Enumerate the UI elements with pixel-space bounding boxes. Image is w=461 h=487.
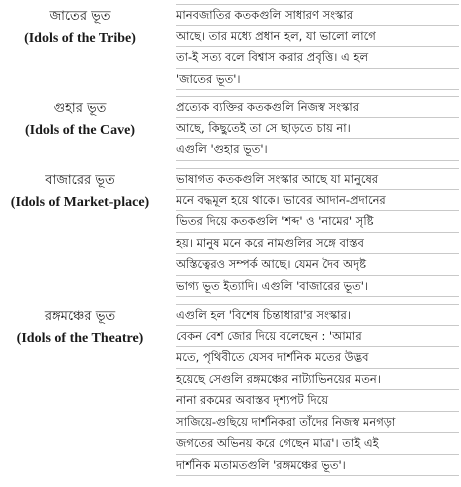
description [176, 96, 459, 161]
description-line: প্রত্যেক ব্যক্তির কতকগুলি নিজস্ব সংস্কার [176, 96, 459, 118]
term [0, 308, 160, 347]
description-line: মনে বদ্ধমূল হয়ে থাকে। ভাবের আদান-প্রদানের [176, 190, 459, 212]
description-line: ভাগ্য ভূত ইত্যাদি। এগুলি 'বাজারের ভূত'। [176, 276, 459, 298]
term-bengali: বাজারের ভূত [45, 173, 115, 188]
description-line: সাজিয়ে-গুছিয়ে দার্শনিকরা তাঁদের নিজস্ব মনগড়া [176, 412, 459, 434]
description [176, 4, 459, 90]
term-bengali: জাতের ভূত [49, 9, 111, 24]
description [176, 304, 459, 476]
description-line: দার্শনিক মতামতগুলি 'রঙ্গমঞ্চের ভূত'। [176, 455, 459, 477]
description-line: 'জাতের ভূত'। [176, 69, 459, 91]
description-line: অস্তিত্বেরও সম্পর্ক আছে। যেমন দৈব অদৃষ্ট [176, 254, 459, 276]
description-line: ভিতর দিয়ে কতকগুলি 'শব্দ' ও 'নামের' সৃষ্টি [176, 211, 459, 233]
term-english: (Idols of Market-place) [10, 195, 150, 210]
description-line: আছে, কিছুতেই তা সে ছাড়তে চায় না। [176, 118, 459, 140]
term [0, 8, 160, 47]
term-bengali: গুহার ভূত [53, 101, 107, 116]
description-line: তা-ই সত্য বলে বিশ্বাস করার প্রবৃত্তি। এ হল [176, 47, 459, 69]
description-line: মতে, পৃথিবীতে যেসব দার্শনিক মতের উদ্ভব [176, 347, 459, 369]
term-english: (Idols of the Cave) [24, 123, 136, 138]
description-line: এগুলি হল 'বিশেষ চিন্তাধারা'র সংস্কার। [176, 304, 459, 326]
description-line: হয়েছে সেগুলি রঙ্গমঞ্চের নাট্যাভিনয়ের মতন। [176, 369, 459, 391]
description-line: আছে। তার মধ্যে প্রধান হল, যা ভালো লাগে [176, 26, 459, 48]
term-bengali: রঙ্গমঞ্চের ভূত [44, 309, 116, 324]
description-line: এগুলি 'গুহার ভূত'। [176, 139, 459, 161]
description-line: নানা রকমের অবাস্তব দৃশ্যপট দিয়ে [176, 390, 459, 412]
term-english: (Idols of the Theatre) [16, 331, 144, 346]
description-line: ভাষাগত কতকগুলি সংস্কার আছে যা মানুষের [176, 168, 459, 190]
description-line: জগতের অভিনয় করে গেছেন মাত্র'। তাই এই [176, 433, 459, 455]
term [0, 100, 160, 139]
description-line: মানবজাতির কতকগুলি সাধারণ সংস্কার [176, 4, 459, 26]
description-line: বেকন বেশ জোর দিয়ে বলেছেন : 'আমার [176, 326, 459, 348]
description-line: হয়। মানুষ মনে করে নামগুলির সঙ্গে বাস্তব [176, 233, 459, 255]
term [0, 172, 160, 211]
description [176, 168, 459, 297]
term-english: (Idols of the Tribe) [24, 31, 136, 46]
